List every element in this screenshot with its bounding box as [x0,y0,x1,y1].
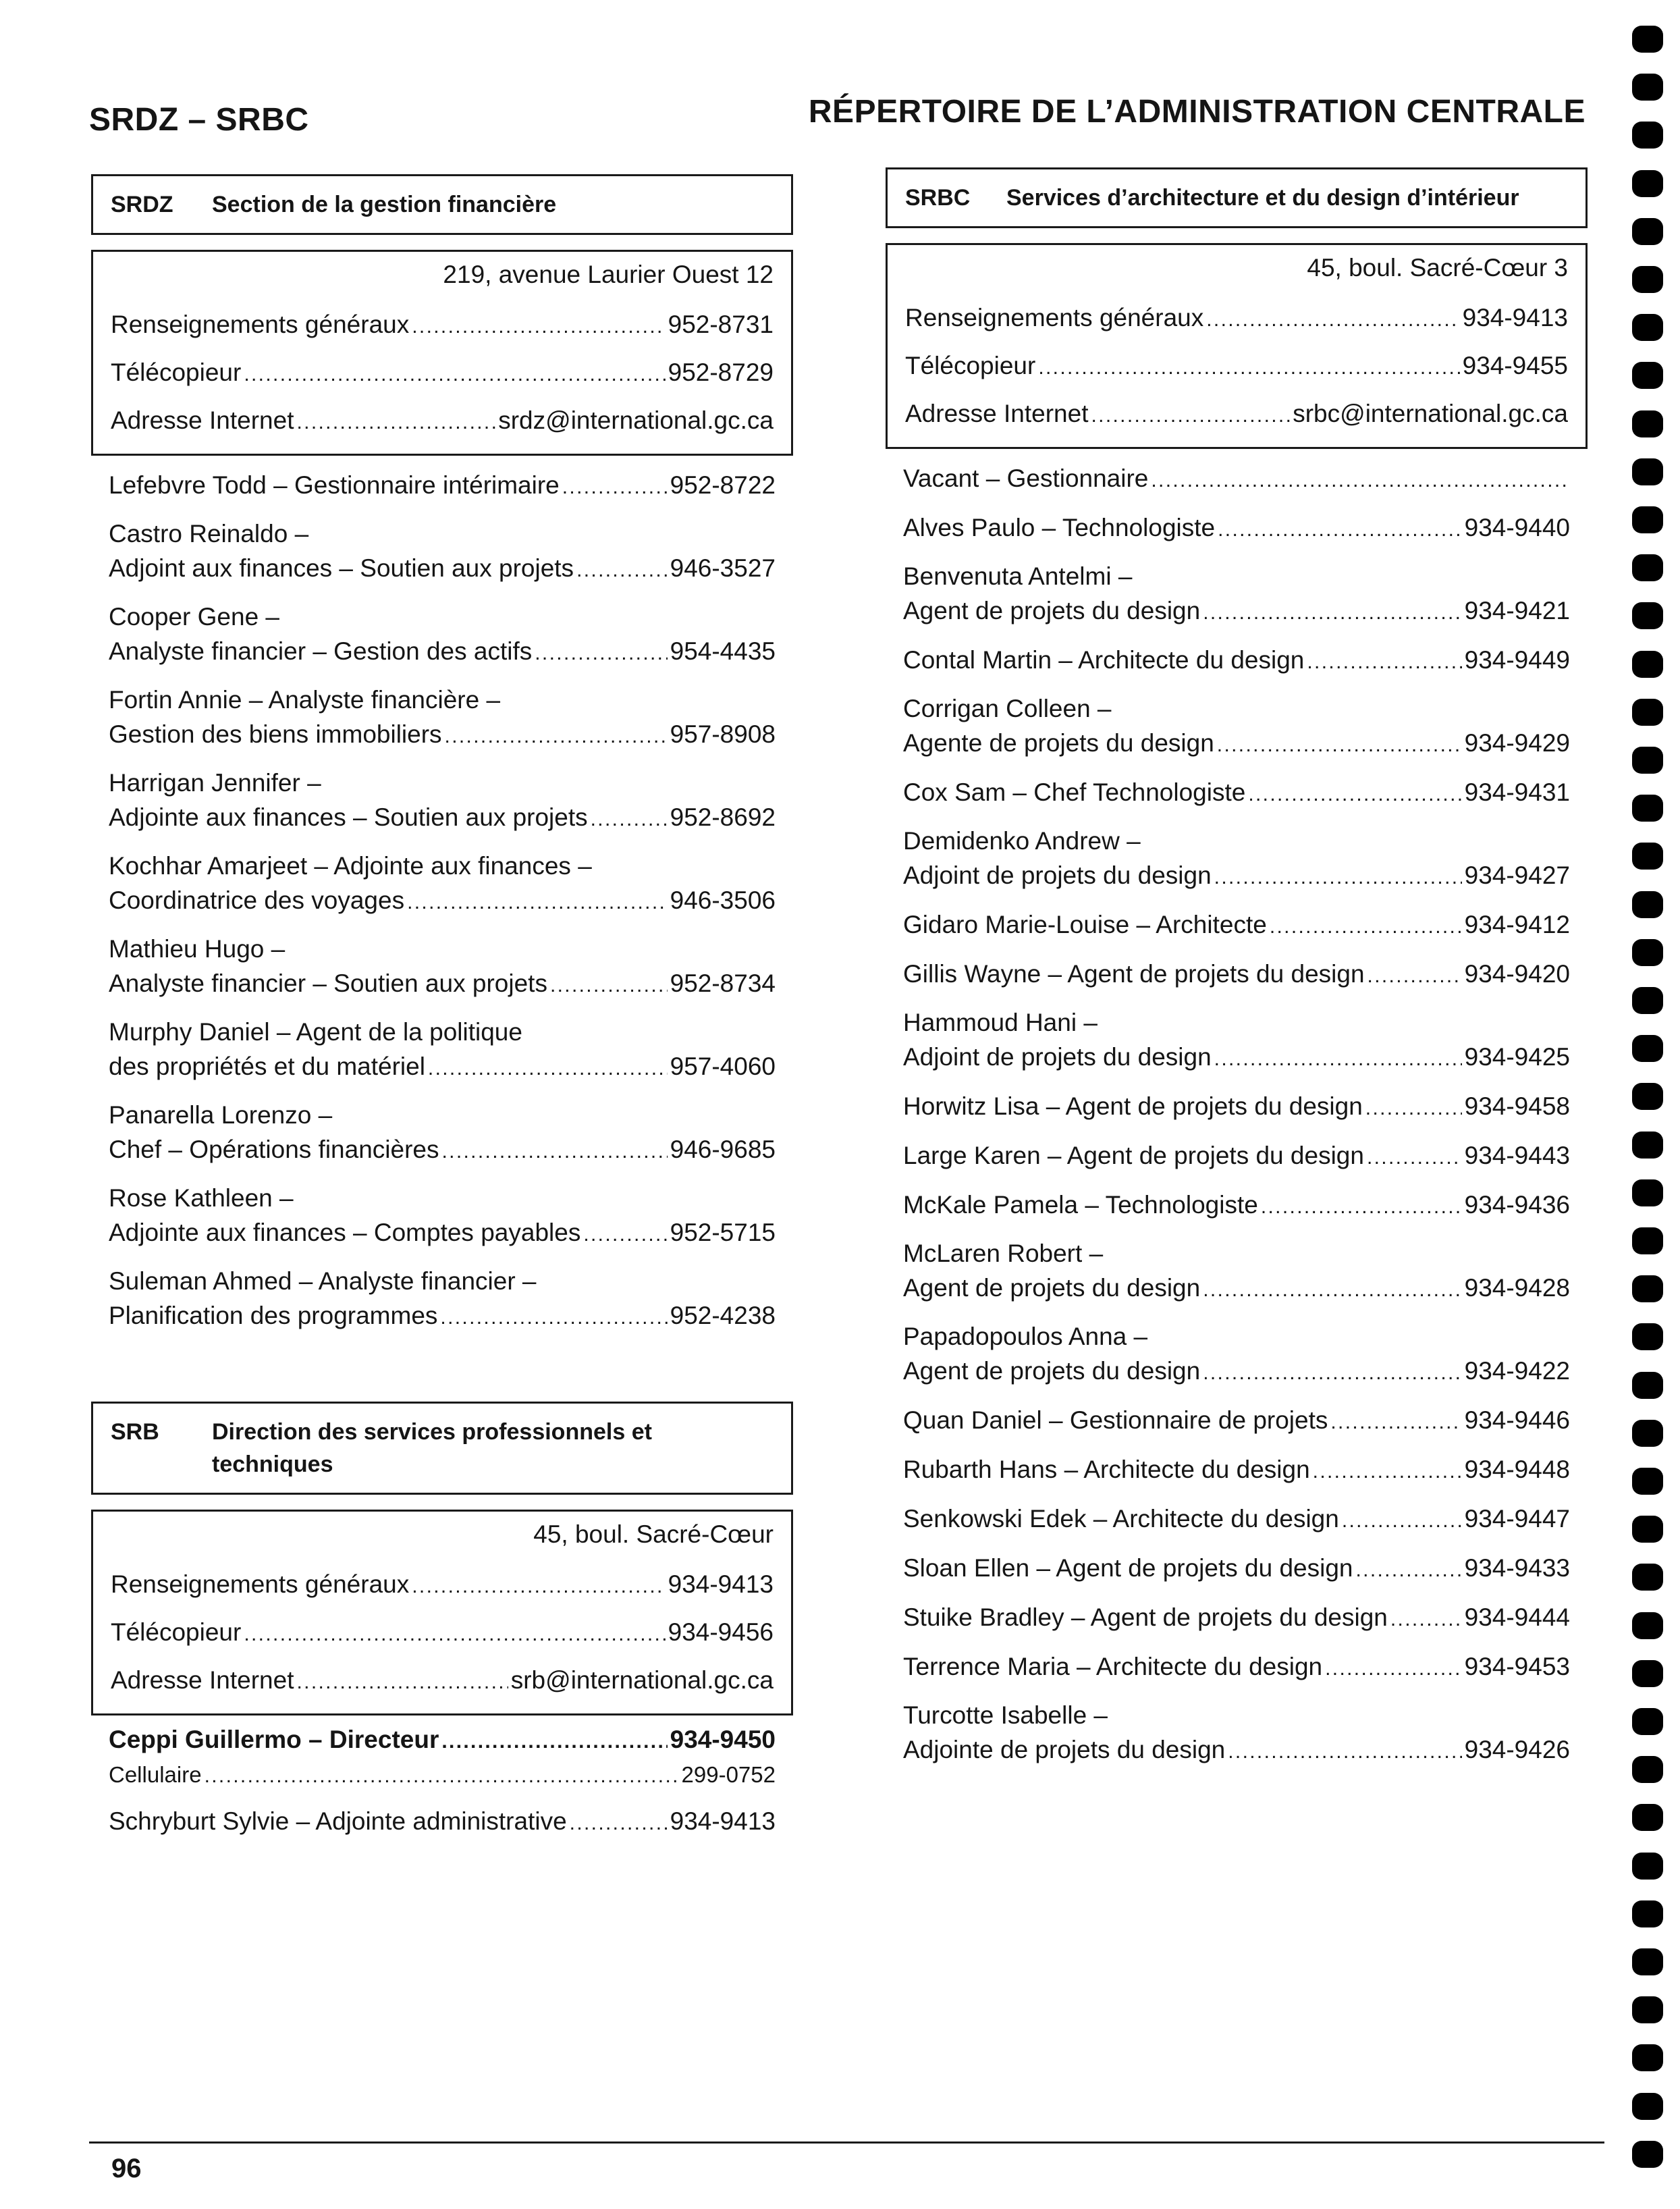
entry-label: Large Karen – Agent de projets du design [903,1142,1364,1169]
srb-code: SRB [111,1419,159,1445]
binding-hole [1632,795,1663,822]
info-value: 934-9455 [1462,352,1568,379]
binding-hole [1632,1275,1663,1302]
entry-row [903,1452,1570,1489]
footer-rule [89,2141,1604,2144]
entry-row [109,883,776,920]
entry-name-line: Turcotte Isabelle – [903,1701,1108,1729]
entry-phone: 957-8908 [670,720,776,748]
leader-dots [1091,396,1290,433]
entry-phone: 934-9420 [1464,960,1570,988]
binding-hole [1632,651,1663,678]
entry-row [109,800,776,837]
entry-phone: 934-9453 [1464,1653,1570,1680]
leader-dots [562,468,668,505]
entry-name-line: Suleman Ahmed – Analyste financier – [109,1267,537,1295]
entry-label: Gillis Wayne – Agent de projets du design [903,960,1365,988]
entry-phone: 934-9431 [1464,778,1570,806]
binding-hole [1632,747,1663,774]
entry-label: Cox Sam – Chef Technologiste [903,778,1246,806]
leader-dots [1356,1551,1462,1588]
entry-phone: 934-9426 [1464,1736,1570,1763]
binding-hole [1632,1660,1663,1687]
info-row [905,295,1568,343]
info-value: srbc@international.gc.ca [1293,400,1568,427]
binding-hole [1632,987,1663,1014]
directory-entry [903,461,1570,498]
entry-name-line: Panarella Lorenzo – [109,1101,333,1129]
entry-row [903,1188,1570,1225]
binding-hole [1632,1708,1663,1735]
leader-dots [1261,1188,1462,1225]
entry-name-line: Papadopoulos Anna – [903,1323,1148,1350]
entry-name-line: Corrigan Colleen – [903,695,1112,722]
entry-phone: 934-9443 [1464,1142,1570,1169]
directory-entry [903,907,1570,944]
entry-row [903,593,1570,631]
entry-label: Sloan Ellen – Agent de projets du design [903,1554,1353,1582]
binding-hole [1632,1468,1663,1495]
directory-entry [903,775,1570,812]
binding-hole [1632,314,1663,341]
info-row [905,343,1568,391]
entry-phone: 934-9428 [1464,1274,1570,1302]
entry-phone: 952-8734 [670,969,776,997]
binding-holes [1628,0,1669,2209]
binding-hole [1632,1179,1663,1206]
leader-dots [1214,1040,1462,1077]
info-label: Télécopieur [905,352,1036,379]
binding-hole [1632,2044,1663,2071]
director-phone: 934-9450 [670,1726,776,1753]
entry-label: Adjoint aux finances – Soutien aux projets [109,554,574,582]
binding-hole [1632,362,1663,389]
entry-row [903,1403,1570,1440]
info-value: 952-8731 [668,311,774,338]
entry-row [109,634,776,671]
entry-row [903,461,1570,498]
entry-row [109,1804,776,1841]
leader-dots [1367,1138,1462,1175]
entry-label: Coordinatrice des voyages [109,886,405,914]
entry-phone: 954-4435 [670,637,776,665]
binding-hole [1632,554,1663,581]
binding-hole [1632,74,1663,101]
directory-entry [903,1699,1570,1769]
directory-entry [109,683,776,754]
entry-phone: 934-9447 [1464,1505,1570,1533]
entry-phone: 934-9440 [1464,514,1570,541]
info-value: 934-9413 [1462,304,1568,331]
directory-entry [109,1181,776,1252]
binding-hole [1632,1756,1663,1783]
binding-hole [1632,1420,1663,1447]
srbc-name: Services d’architecture et du design d’intérieur [1006,185,1519,211]
entry-label: Adjoint de projets du design [903,1043,1212,1071]
srdz-address: 219, avenue Laurier Ouest 12 [443,261,774,288]
entry-phone: 946-3527 [670,554,776,582]
srbc-address: 45, boul. Sacré-Cœur 3 [1307,254,1568,282]
binding-hole [1632,699,1663,726]
leader-dots [296,403,495,440]
entry-phone: 946-9685 [670,1136,776,1163]
srb-info-box [91,1510,793,1715]
binding-hole [1632,122,1663,149]
directory-entry [903,957,1570,994]
entry-row [903,1600,1570,1637]
entry-label: McKale Pamela – Technologiste [903,1191,1258,1219]
leader-dots [1365,1089,1462,1126]
entry-label: Stuike Bradley – Agent de projets du design [903,1603,1388,1631]
srb-entries [91,1722,793,1841]
entry-name-line: Fortin Annie – Analyste financière – [109,686,501,714]
leader-dots [1203,1271,1461,1308]
leader-dots [583,1215,667,1252]
info-value: 934-9413 [668,1570,774,1598]
directory-entry [903,643,1570,680]
entry-phone: 934-9425 [1464,1043,1570,1071]
entry-phone: 934-9422 [1464,1357,1570,1385]
binding-hole [1632,939,1663,966]
srdz-title-box [91,174,793,235]
leader-dots [1307,643,1461,680]
entry-name-line: Hammoud Hani – [903,1009,1098,1036]
binding-hole [1632,1323,1663,1350]
binding-hole [1632,1900,1663,1927]
entry-label: Rubarth Hans – Architecte du design [903,1456,1310,1483]
entry-row [109,966,776,1003]
entry-row [109,468,776,505]
entry-label: Adjointe aux finances – Comptes payables [109,1219,581,1246]
entry-row [903,957,1570,994]
entry-phone: 934-9433 [1464,1554,1570,1582]
binding-hole [1632,843,1663,870]
entry-row [903,1271,1570,1308]
entry-name-line: Castro Reinaldo – [109,520,309,548]
entry-phone: 934-9421 [1464,597,1570,624]
entry-phone: 934-9413 [670,1807,776,1835]
directory-entry [109,1265,776,1335]
entry-row [903,643,1570,680]
info-row [905,391,1568,439]
entry-phone: 952-4238 [670,1302,776,1329]
entry-row [903,1089,1570,1126]
entry-row [903,1501,1570,1539]
directory-entry [903,1501,1570,1539]
binding-hole [1632,1132,1663,1159]
srdz-code: SRDZ [111,192,173,217]
leader-dots [407,883,668,920]
entry-row [903,1551,1570,1588]
leader-dots [1203,593,1461,631]
entry-row [109,1132,776,1169]
directory-entry [109,849,776,920]
leader-dots [1151,461,1567,498]
entry-phone: 946-3506 [670,886,776,914]
entry-label: Contal Martin – Architecte du design [903,646,1305,674]
entry-phone: 934-9444 [1464,1603,1570,1631]
entry-name-line: McLaren Robert – [903,1240,1104,1267]
directory-entry [903,1649,1570,1686]
directory-entry [109,468,776,505]
entry-label: Gestion des biens immobiliers [109,720,442,748]
directory-entry [903,1138,1570,1175]
leader-dots [1390,1600,1462,1637]
info-label: Renseignements généraux [111,1570,410,1598]
srbc-info-box [886,243,1588,449]
directory-entry [903,1089,1570,1126]
entry-phone: 952-5715 [670,1219,776,1246]
leader-dots [576,551,668,588]
info-row [111,350,774,398]
header-left-title: SRDZ – SRBC [89,102,309,138]
directory-entry [903,1403,1570,1440]
entry-row [903,510,1570,548]
entry-label: Agent de projets du design [903,1357,1201,1385]
binding-hole [1632,1804,1663,1831]
entry-label: Lefebvre Todd – Gestionnaire intérimaire [109,471,560,499]
directory-entry [109,932,776,1003]
leader-dots [1325,1649,1462,1686]
leader-dots [1342,1501,1462,1539]
info-row [111,1657,774,1705]
directory-entry [109,766,776,837]
entry-phone: 934-9449 [1464,646,1570,674]
entry-row [109,1298,776,1335]
leader-dots [550,966,668,1003]
srdz-entries [91,468,793,1335]
director-name: Ceppi Guillermo – Directeur [109,1726,439,1753]
leader-dots [1217,726,1462,763]
entry-name-line: Mathieu Hugo – [109,935,286,963]
entry-label: Horwitz Lisa – Agent de projets du design [903,1092,1363,1120]
entry-label: Chef – Opérations financières [109,1136,439,1163]
entry-label: Agente de projets du design [903,729,1214,757]
info-label: Adresse Internet [111,406,294,434]
leader-dots [1218,510,1462,548]
leader-dots [1248,775,1461,812]
entry-name-line: Benvenuta Antelmi – [903,562,1133,590]
directory-entry [903,1320,1570,1391]
entry-name-line: Murphy Daniel – Agent de la politique [109,1018,522,1046]
binding-hole [1632,1372,1663,1399]
info-row [111,1609,774,1657]
directory-entry [109,600,776,671]
binding-hole [1632,2093,1663,2120]
directory-entry [903,1188,1570,1225]
info-label: Adresse Internet [111,1666,294,1694]
info-label: Adresse Internet [905,400,1089,427]
entry-row [903,1354,1570,1391]
entry-phone: 934-9448 [1464,1456,1570,1483]
entry-label: Planification des programmes [109,1302,438,1329]
info-value: srdz@international.gc.ca [498,406,774,434]
entry-name-line: Kochhar Amarjeet – Adjointe aux finances – [109,852,592,880]
leader-dots [244,1615,665,1652]
leader-dots [570,1804,668,1841]
entry-label: Agent de projets du design [903,1274,1201,1302]
entry-row [109,551,776,588]
leader-dots [428,1049,668,1086]
binding-hole [1632,170,1663,197]
entry-label: Adjointe aux finances – Soutien aux projets [109,803,588,831]
binding-hole [1632,2141,1663,2168]
binding-hole [1632,26,1663,53]
leader-dots [1038,348,1459,385]
entry-name-line: Rose Kathleen – [109,1184,294,1212]
binding-hole [1632,602,1663,629]
binding-hole [1632,1853,1663,1880]
directory-entry [903,824,1570,895]
entry-row [903,1138,1570,1175]
entry-label: Senkowski Edek – Architecte du design [903,1505,1339,1533]
entry-label: Analyste financier – Gestion des actifs [109,637,533,665]
entry-label: des propriétés et du matériel [109,1053,425,1080]
entry-row [903,858,1570,895]
header-right-title: RÉPERTOIRE DE L’ADMINISTRATION CENTRALE [808,94,1586,130]
entry-label: Terrence Maria – Architecte du design [903,1653,1323,1680]
leader-dots [1228,1732,1461,1769]
leader-dots [296,1663,508,1700]
binding-hole [1632,891,1663,918]
entry-row [903,1649,1570,1686]
directory-entry [903,510,1570,548]
srb-cell-entry [109,1759,776,1792]
srbc-entries [886,461,1588,1769]
entry-label: Adjoint de projets du design [903,861,1212,889]
binding-hole [1632,1083,1663,1110]
leader-dots [244,355,665,392]
binding-hole [1632,1035,1663,1062]
leader-dots [1313,1452,1462,1489]
entry-label: Analyste financier – Soutien aux projets [109,969,547,997]
entry-phone: 934-9412 [1464,911,1570,938]
cell-label: Cellulaire [109,1762,202,1787]
entry-row [903,1040,1570,1077]
info-row [111,398,774,446]
info-value: srb@international.gc.ca [510,1666,774,1694]
entry-name-line: Harrigan Jennifer – [109,769,321,797]
srb-director-entry [109,1722,776,1759]
right-column [886,167,1588,1782]
binding-hole [1632,1227,1663,1254]
entry-label: Schryburt Sylvie – Adjointe administrative [109,1807,567,1835]
directory-entry [903,1006,1570,1077]
srb-title-box [91,1402,793,1495]
binding-hole [1632,266,1663,293]
binding-hole [1632,1948,1663,1975]
entry-label: Quan Daniel – Gestionnaire de projets [903,1406,1328,1434]
directory-entry [903,692,1570,763]
srbc-code: SRBC [905,185,971,211]
entry-row [903,1732,1570,1769]
binding-hole [1632,458,1663,485]
entry-phone: 952-8692 [670,803,776,831]
binding-hole [1632,1612,1663,1639]
entry-phone: 934-9458 [1464,1092,1570,1120]
info-value: 934-9456 [668,1618,774,1646]
entry-phone: 934-9436 [1464,1191,1570,1219]
entry-row [109,1215,776,1252]
leader-dots [591,800,668,837]
directory-entry [903,1237,1570,1308]
binding-hole [1632,410,1663,437]
leader-dots [1203,1354,1461,1391]
info-value: 952-8729 [668,358,774,386]
entry-label: Adjointe de projets du design [903,1736,1226,1763]
entry-label: Agent de projets du design [903,597,1201,624]
srb-address: 45, boul. Sacré-Cœur [533,1520,774,1548]
leader-dots [442,1132,668,1169]
info-label: Renseignements généraux [111,311,410,338]
left-column [91,174,793,1853]
entry-name-line: Demidenko Andrew – [903,827,1141,855]
leader-dots [412,1567,665,1604]
leader-dots [1214,858,1462,895]
entry-label: Alves Paulo – Technologiste [903,514,1216,541]
entry-phone: 957-4060 [670,1053,776,1080]
srbc-title-box [886,167,1588,228]
directory-entry [903,560,1570,631]
leader-dots [445,717,668,754]
directory-entry [109,1015,776,1086]
entry-phone: 952-8722 [670,471,776,499]
leader-dots [1206,300,1459,338]
entry-row [109,1049,776,1086]
entry-row [903,907,1570,944]
directory-entry [109,1098,776,1169]
entry-label: Vacant – Gestionnaire [903,464,1149,492]
entry-name-line: Cooper Gene – [109,603,280,631]
srdz-info-box [91,250,793,456]
directory-entry [903,1600,1570,1637]
info-label: Télécopieur [111,358,242,386]
leader-dots [1367,957,1462,994]
binding-hole [1632,1564,1663,1591]
page-number: 96 [111,2154,142,2183]
entry-row [109,717,776,754]
directory-entry [109,1804,776,1841]
entry-label: Gidaro Marie-Louise – Architecte [903,911,1267,938]
entry-row [903,775,1570,812]
leader-dots [535,634,667,671]
entry-phone: 934-9446 [1464,1406,1570,1434]
directory-entry [903,1452,1570,1489]
info-label: Télécopieur [111,1618,242,1646]
entry-row [903,726,1570,763]
entry-phone: 934-9429 [1464,729,1570,757]
entry-phone: 934-9427 [1464,861,1570,889]
directory-entry [109,517,776,588]
srdz-name: Section de la gestion financière [212,192,557,217]
binding-hole [1632,218,1663,245]
info-label: Renseignements généraux [905,304,1204,331]
srb-name: Direction des services professionnels et techniques [212,1419,652,1477]
binding-hole [1632,1996,1663,2023]
info-row [111,302,774,350]
leader-dots [440,1298,667,1335]
info-row [111,1562,774,1609]
leader-dots [1270,907,1462,944]
cell-phone: 299-0752 [681,1762,776,1787]
leader-dots [412,307,665,344]
leader-dots [1330,1403,1461,1440]
binding-hole [1632,1516,1663,1543]
binding-hole [1632,506,1663,533]
directory-entry [903,1551,1570,1588]
